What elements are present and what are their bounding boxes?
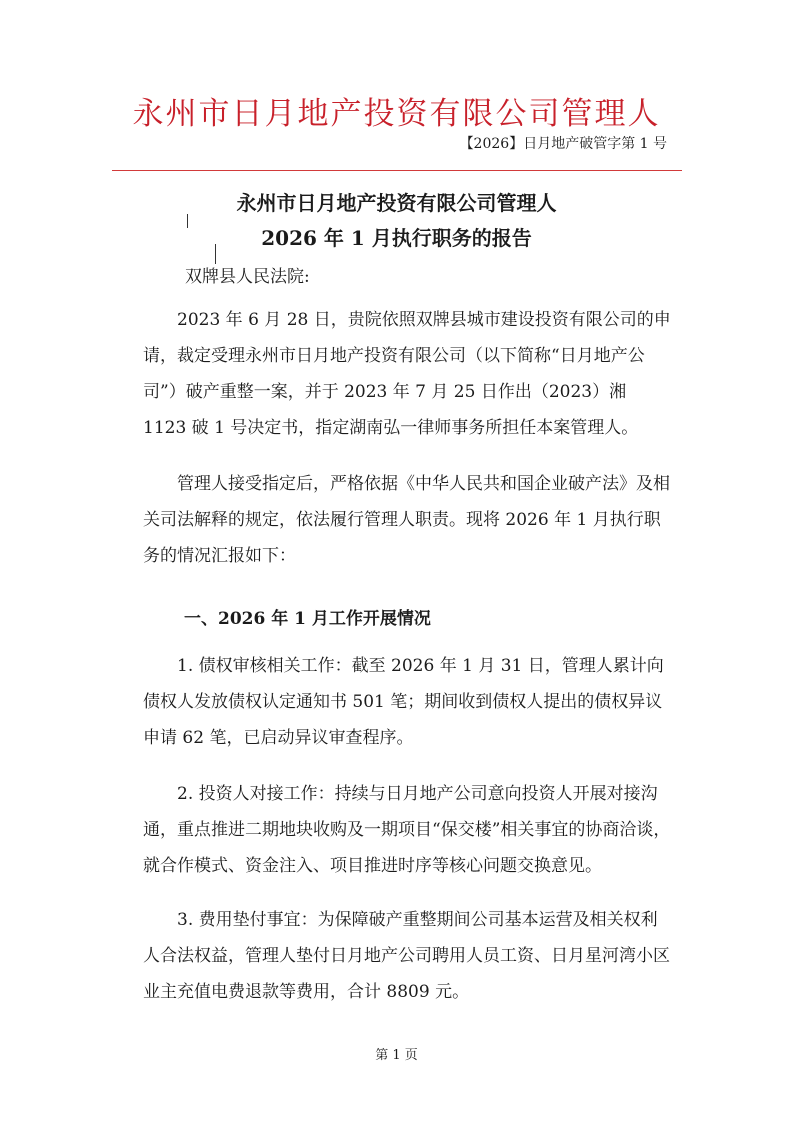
document-number: 【2026】日月地产破管字第 1 号: [459, 136, 667, 152]
scan-mark: [187, 214, 188, 228]
list-item-claims-review: 1. 债权审核相关工作：截至 2026 年 1 月 31 日，管理人累计向债权人发放债权认定通知书 501 笔；期间收到债权人提出的债权异议申请 62 笔，已启动异议审查程序。: [143, 656, 664, 748]
report-title-line1: 永州市日月地产投资有限公司管理人: [236, 191, 557, 215]
list-item-expense-advance: 3. 费用垫付事宜：为保障破产重整期间公司基本运营及相关权利人合法权益，管理人垫付日月地产公司聘用人员工资、日月星河湾小区业主充值电费退款等费用，合计 8809 元。: [143, 910, 670, 1002]
page-number: 第 1 页: [375, 1048, 418, 1063]
letterhead-divider: [112, 170, 682, 171]
letterhead-org-name: 永州市日月地产投资有限公司管理人: [132, 96, 661, 132]
scan-mark: [215, 244, 216, 264]
salutation: 双牌县人民法院:: [185, 267, 310, 287]
paragraph-case-background: 2023 年 6 月 28 日，贵院依照双牌县城市建设投资有限公司的申请，裁定受理永州市日月地产投资有限公司（以下简称“日月地产公司”）破产重整一案，并于 2023 年 7 月 25 日作出（2023）湘 1123 破 1 号决定书，指定湖南弘一律师事务所担任本案管理人。: [143, 310, 671, 438]
report-title-line2: 2026 年 1 月执行职务的报告: [261, 226, 532, 250]
list-item-investor-negotiation: 2. 投资人对接工作：持续与日月地产公司意向投资人开展对接沟通，重点推进二期地块收购及一期项目“保交楼”相关事宜的协商洽谈，就合作模式、资金注入、项目推进时序等核心问题交换意见。: [143, 784, 671, 876]
paragraph-duties-intro: 管理人接受指定后，严格依据《中华人民共和国企业破产法》及相关司法解释的规定，依法履行管理人职责。现将 2026 年 1 月执行职务的情况汇报如下：: [143, 474, 670, 566]
section-heading: 一、2026 年 1 月工作开展情况: [184, 609, 431, 629]
